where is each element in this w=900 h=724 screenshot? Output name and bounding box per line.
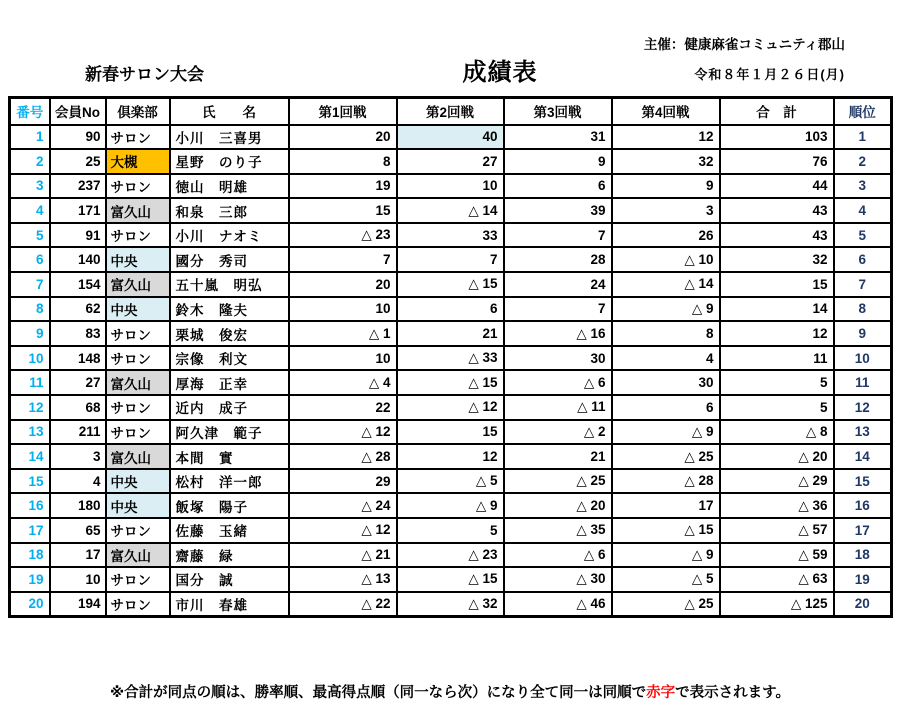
cell-round4: △ 5 (612, 567, 720, 592)
cell-name: 栗城 俊宏 (170, 321, 289, 346)
results-table (8, 96, 893, 618)
cell-club: サロン (106, 223, 170, 248)
header-row (10, 98, 892, 125)
table-row (10, 395, 892, 420)
cell-club: 大槻 (106, 149, 170, 174)
cell-name: 國分 秀司 (170, 247, 289, 272)
cell-name: 小川 ナオミ (170, 223, 289, 248)
cell-total: △ 20 (720, 444, 834, 469)
cell-rank: 1 (834, 125, 892, 150)
cell-round3: 30 (504, 346, 612, 371)
cell-number: 9 (10, 321, 50, 346)
cell-round2: △ 23 (397, 543, 504, 568)
cell-round4: 26 (612, 223, 720, 248)
cell-round2: 12 (397, 444, 504, 469)
cell-round1: 20 (289, 125, 397, 150)
cell-member-no: 154 (50, 272, 106, 297)
cell-total: 103 (720, 125, 834, 150)
cell-number: 2 (10, 149, 50, 174)
cell-club: 富久山 (106, 543, 170, 568)
cell-round3: △ 30 (504, 567, 612, 592)
cell-number: 19 (10, 567, 50, 592)
cell-name: 阿久津 範子 (170, 420, 289, 445)
cell-name: 宗像 利文 (170, 346, 289, 371)
cell-round4: 30 (612, 370, 720, 395)
cell-round3: △ 25 (504, 469, 612, 494)
cell-member-no: 17 (50, 543, 106, 568)
table-row (10, 518, 892, 543)
cell-round4: 4 (612, 346, 720, 371)
cell-number: 17 (10, 518, 50, 543)
cell-total: 14 (720, 297, 834, 322)
cell-round4: 17 (612, 493, 720, 518)
cell-member-no: 10 (50, 567, 106, 592)
cell-round3: △ 35 (504, 518, 612, 543)
table-row (10, 125, 892, 150)
cell-round1: △ 1 (289, 321, 397, 346)
cell-round1: 19 (289, 174, 397, 199)
cell-round2: 5 (397, 518, 504, 543)
table-row (10, 493, 892, 518)
cell-rank: 4 (834, 198, 892, 223)
cell-round1: △ 12 (289, 518, 397, 543)
cell-club: 中央 (106, 493, 170, 518)
cell-rank: 15 (834, 469, 892, 494)
cell-number: 1 (10, 125, 50, 150)
tiebreak-note-red: 赤字 (646, 685, 676, 701)
cell-club: サロン (106, 592, 170, 617)
cell-round4: 3 (612, 198, 720, 223)
cell-total: 32 (720, 247, 834, 272)
cell-club: 富久山 (106, 370, 170, 395)
cell-name: 徳山 明雄 (170, 174, 289, 199)
cell-round4: △ 9 (612, 420, 720, 445)
cell-member-no: 65 (50, 518, 106, 543)
cell-total: 5 (720, 395, 834, 420)
cell-rank: 11 (834, 370, 892, 395)
cell-round1: 10 (289, 346, 397, 371)
cell-total: 5 (720, 370, 834, 395)
cell-round4: △ 15 (612, 518, 720, 543)
cell-number: 16 (10, 493, 50, 518)
table-row (10, 567, 892, 592)
cell-club: サロン (106, 567, 170, 592)
cell-total: △ 8 (720, 420, 834, 445)
cell-name: 松村 洋一郎 (170, 469, 289, 494)
cell-number: 20 (10, 592, 50, 617)
cell-round1: 8 (289, 149, 397, 174)
cell-club: サロン (106, 321, 170, 346)
cell-member-no: 4 (50, 469, 106, 494)
tournament-name: 新春サロン大会 (85, 65, 204, 84)
cell-round2: 27 (397, 149, 504, 174)
cell-number: 15 (10, 469, 50, 494)
cell-member-no: 91 (50, 223, 106, 248)
table-row (10, 149, 892, 174)
cell-rank: 17 (834, 518, 892, 543)
cell-member-no: 180 (50, 493, 106, 518)
cell-round2: 40 (397, 125, 504, 150)
cell-name: 鈴木 隆夫 (170, 297, 289, 322)
cell-number: 18 (10, 543, 50, 568)
cell-club: サロン (106, 125, 170, 150)
cell-number: 6 (10, 247, 50, 272)
cell-club: 富久山 (106, 272, 170, 297)
table-row (10, 370, 892, 395)
table-row (10, 346, 892, 371)
cell-total: △ 63 (720, 567, 834, 592)
cell-round1: 7 (289, 247, 397, 272)
cell-total: △ 29 (720, 469, 834, 494)
cell-round4: △ 9 (612, 543, 720, 568)
cell-round2: 7 (397, 247, 504, 272)
cell-round2: 21 (397, 321, 504, 346)
cell-round2: 33 (397, 223, 504, 248)
cell-round4: △ 14 (612, 272, 720, 297)
cell-round2: △ 33 (397, 346, 504, 371)
cell-round1: 10 (289, 297, 397, 322)
cell-round3: 28 (504, 247, 612, 272)
cell-round1: △ 22 (289, 592, 397, 617)
cell-round3: 6 (504, 174, 612, 199)
cell-rank: 9 (834, 321, 892, 346)
cell-member-no: 90 (50, 125, 106, 150)
cell-name: 星野 のり子 (170, 149, 289, 174)
header-member-no: 会員No (50, 98, 106, 125)
cell-rank: 7 (834, 272, 892, 297)
cell-rank: 5 (834, 223, 892, 248)
cell-round4: △ 25 (612, 444, 720, 469)
cell-club: サロン (106, 420, 170, 445)
table-row (10, 198, 892, 223)
cell-rank: 19 (834, 567, 892, 592)
cell-name: 飯塚 陽子 (170, 493, 289, 518)
cell-total: 12 (720, 321, 834, 346)
cell-member-no: 83 (50, 321, 106, 346)
cell-round3: 31 (504, 125, 612, 150)
cell-member-no: 3 (50, 444, 106, 469)
cell-round1: 20 (289, 272, 397, 297)
cell-total: 15 (720, 272, 834, 297)
cell-member-no: 140 (50, 247, 106, 272)
cell-total: △ 59 (720, 543, 834, 568)
table-row (10, 321, 892, 346)
cell-name: 和泉 三郎 (170, 198, 289, 223)
cell-rank: 3 (834, 174, 892, 199)
cell-round3: 39 (504, 198, 612, 223)
header-rank: 順位 (834, 98, 892, 125)
cell-round2: △ 15 (397, 567, 504, 592)
cell-round3: 7 (504, 297, 612, 322)
table-row (10, 592, 892, 617)
cell-club: サロン (106, 174, 170, 199)
cell-rank: 20 (834, 592, 892, 617)
cell-round4: 8 (612, 321, 720, 346)
page-title: 成績表 (462, 59, 538, 86)
cell-member-no: 27 (50, 370, 106, 395)
header-round3: 第3回戦 (504, 98, 612, 125)
cell-number: 3 (10, 174, 50, 199)
cell-round1: △ 12 (289, 420, 397, 445)
cell-round2: 6 (397, 297, 504, 322)
table-row (10, 469, 892, 494)
cell-name: 本間 實 (170, 444, 289, 469)
cell-round3: △ 46 (504, 592, 612, 617)
cell-round3: 7 (504, 223, 612, 248)
cell-member-no: 68 (50, 395, 106, 420)
cell-club: 富久山 (106, 198, 170, 223)
cell-round2: △ 32 (397, 592, 504, 617)
table-row (10, 444, 892, 469)
cell-round3: △ 6 (504, 370, 612, 395)
cell-club: 中央 (106, 247, 170, 272)
cell-member-no: 194 (50, 592, 106, 617)
cell-member-no: 171 (50, 198, 106, 223)
cell-round3: △ 11 (504, 395, 612, 420)
cell-club: 中央 (106, 469, 170, 494)
header-round4: 第4回戦 (612, 98, 720, 125)
cell-round3: 21 (504, 444, 612, 469)
results-table-body (10, 125, 892, 617)
cell-round1: △ 28 (289, 444, 397, 469)
cell-round2: △ 12 (397, 395, 504, 420)
table-row (10, 272, 892, 297)
cell-total: 43 (720, 198, 834, 223)
cell-number: 13 (10, 420, 50, 445)
cell-total: △ 57 (720, 518, 834, 543)
cell-round4: △ 9 (612, 297, 720, 322)
cell-round1: △ 13 (289, 567, 397, 592)
table-row (10, 297, 892, 322)
cell-club: 中央 (106, 297, 170, 322)
cell-number: 4 (10, 198, 50, 223)
header-round2: 第2回戦 (397, 98, 504, 125)
table-row (10, 174, 892, 199)
cell-number: 14 (10, 444, 50, 469)
cell-round1: 15 (289, 198, 397, 223)
cell-round4: 32 (612, 149, 720, 174)
cell-round3: △ 20 (504, 493, 612, 518)
header-name: 氏 名 (170, 98, 289, 125)
cell-club: サロン (106, 395, 170, 420)
table-header (10, 98, 892, 125)
cell-round1: 29 (289, 469, 397, 494)
header-total: 合 計 (720, 98, 834, 125)
cell-round3: △ 16 (504, 321, 612, 346)
cell-rank: 8 (834, 297, 892, 322)
cell-round2: △ 9 (397, 493, 504, 518)
tiebreak-note-pre: ※合計が同点の順は、勝率順、最高得点順（同一なら次）になり全て同一は同順で (110, 685, 647, 701)
cell-member-no: 211 (50, 420, 106, 445)
sheet-date: 令和８年１月２６日(月) (694, 67, 845, 82)
cell-total: 44 (720, 174, 834, 199)
cell-member-no: 148 (50, 346, 106, 371)
cell-total: △ 125 (720, 592, 834, 617)
cell-round1: △ 21 (289, 543, 397, 568)
cell-number: 7 (10, 272, 50, 297)
cell-total: 11 (720, 346, 834, 371)
cell-number: 5 (10, 223, 50, 248)
cell-member-no: 25 (50, 149, 106, 174)
cell-round4: △ 28 (612, 469, 720, 494)
cell-round3: △ 2 (504, 420, 612, 445)
tiebreak-note (0, 681, 900, 702)
cell-round4: △ 25 (612, 592, 720, 617)
cell-name: 市川 春雄 (170, 592, 289, 617)
cell-member-no: 237 (50, 174, 106, 199)
cell-member-no: 62 (50, 297, 106, 322)
cell-rank: 10 (834, 346, 892, 371)
cell-number: 12 (10, 395, 50, 420)
cell-name: 小川 三喜男 (170, 125, 289, 150)
cell-round2: △ 15 (397, 272, 504, 297)
cell-round4: 6 (612, 395, 720, 420)
cell-rank: 14 (834, 444, 892, 469)
cell-round2: △ 15 (397, 370, 504, 395)
cell-round3: 24 (504, 272, 612, 297)
cell-club: サロン (106, 346, 170, 371)
table-row (10, 543, 892, 568)
cell-rank: 16 (834, 493, 892, 518)
table-row (10, 223, 892, 248)
cell-rank: 6 (834, 247, 892, 272)
cell-number: 10 (10, 346, 50, 371)
cell-total: △ 36 (720, 493, 834, 518)
cell-round2: △ 14 (397, 198, 504, 223)
cell-name: 国分 誠 (170, 567, 289, 592)
cell-round2: 15 (397, 420, 504, 445)
table-row (10, 247, 892, 272)
header-club: 倶楽部 (106, 98, 170, 125)
cell-total: 76 (720, 149, 834, 174)
cell-number: 8 (10, 297, 50, 322)
tiebreak-note-post: で表示されます。 (675, 685, 790, 701)
cell-rank: 18 (834, 543, 892, 568)
cell-round4: 12 (612, 125, 720, 150)
cell-round4: △ 10 (612, 247, 720, 272)
cell-rank: 13 (834, 420, 892, 445)
cell-club: サロン (106, 518, 170, 543)
cell-round1: △ 4 (289, 370, 397, 395)
cell-round2: 10 (397, 174, 504, 199)
cell-name: 齋藤 緑 (170, 543, 289, 568)
table-row (10, 420, 892, 445)
cell-name: 佐藤 玉緒 (170, 518, 289, 543)
cell-name: 五十嵐 明弘 (170, 272, 289, 297)
cell-round4: 9 (612, 174, 720, 199)
cell-rank: 12 (834, 395, 892, 420)
cell-club: 富久山 (106, 444, 170, 469)
cell-name: 近内 成子 (170, 395, 289, 420)
cell-rank: 2 (834, 149, 892, 174)
cell-name: 厚海 正幸 (170, 370, 289, 395)
organizer-text: 主催：健康麻雀コミュニティ郡山 (643, 37, 845, 52)
cell-round3: △ 6 (504, 543, 612, 568)
cell-number: 11 (10, 370, 50, 395)
cell-round2: △ 5 (397, 469, 504, 494)
header-round1: 第1回戦 (289, 98, 397, 125)
header-number: 番号 (10, 98, 50, 125)
cell-round1: △ 23 (289, 223, 397, 248)
cell-round1: 22 (289, 395, 397, 420)
cell-total: 43 (720, 223, 834, 248)
cell-round3: 9 (504, 149, 612, 174)
cell-round1: △ 24 (289, 493, 397, 518)
